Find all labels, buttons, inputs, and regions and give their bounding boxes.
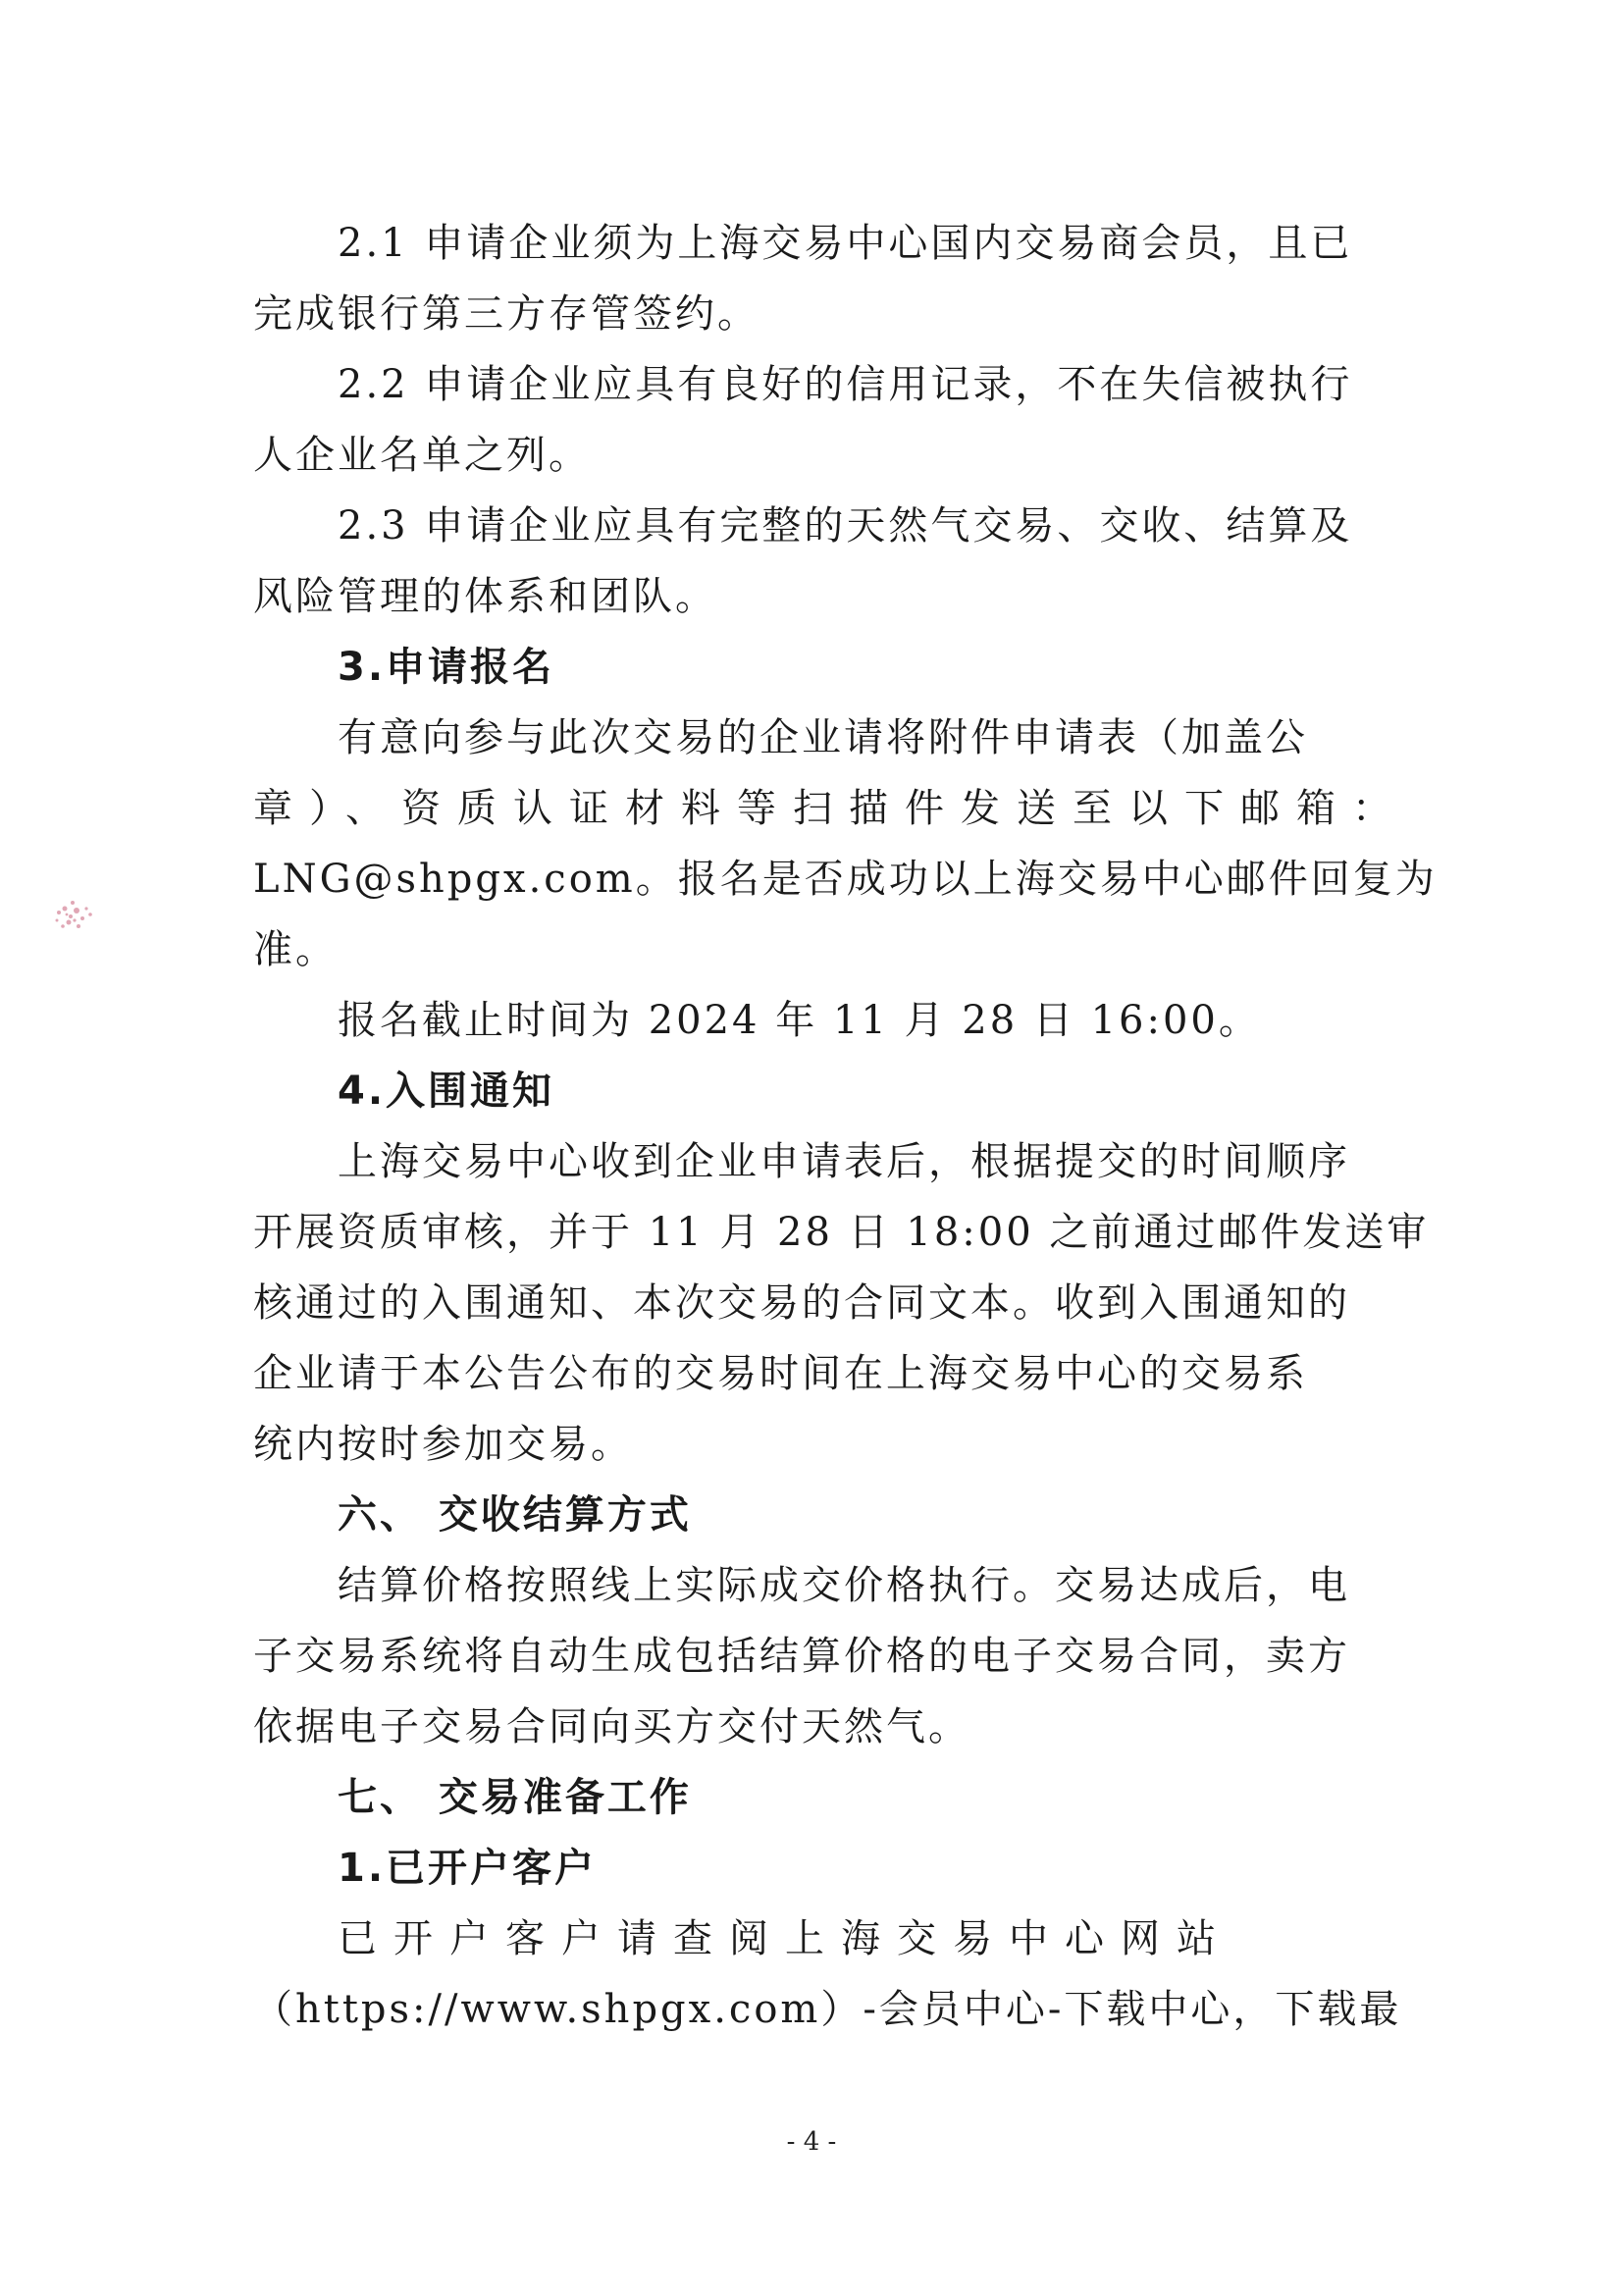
registration-deadline: 报名截止时间为 2024 年 11 月 28 日 16:00。 [338, 998, 1261, 1043]
shortlist-para-line-3: 核通过的入围通知、本次交易的合同文本。收到入围通知的 [253, 1280, 1350, 1326]
heading-section-7: 七、 交易准备工作 [338, 1775, 692, 1820]
clause-2-2-line-2: 人企业名单之列。 [253, 433, 591, 478]
heading-section-6: 六、 交收结算方式 [338, 1492, 692, 1538]
clause-2-3-line-2: 风险管理的体系和团队。 [253, 574, 717, 619]
existing-accounts-line-2: （https://www.shpgx.com）-会员中心-下载中心，下载最 [253, 1987, 1402, 2032]
settlement-para-line-3: 依据电子交易合同向买方交付天然气。 [253, 1704, 970, 1749]
heading-existing-accounts: 1.已开户客户 [338, 1846, 598, 1891]
registration-para-line-3: LNG@shpgx.com。报名是否成功以上海交易中心邮件回复为 [253, 857, 1438, 902]
settlement-para-line-2: 子交易系统将自动生成包括结算价格的电子交易合同，卖方 [253, 1634, 1350, 1679]
document-body [253, 208, 1438, 2045]
settlement-para-line-1: 结算价格按照线上实际成交价格执行。交易达成后，电 [338, 1563, 1350, 1608]
stamp-fragment-icon [39, 883, 108, 942]
shortlist-para-line-5: 统内按时参加交易。 [253, 1422, 633, 1467]
existing-accounts-line-1: 已开户客户请查阅上海交易中心网站 [338, 1916, 1232, 1961]
registration-para-line-1: 有意向参与此次交易的企业请将附件申请表（加盖公 [338, 715, 1308, 760]
clause-2-3-line-1: 2.3 申请企业应具有完整的天然气交易、交收、结算及 [338, 503, 1353, 548]
registration-para-line-2: 章）、资质认证材料等扫描件发送至以下邮箱： [253, 786, 1408, 831]
shortlist-para-line-1: 上海交易中心收到企业申请表后，根据提交的时间顺序 [338, 1139, 1350, 1184]
heading-application-registration: 3.申请报名 [338, 645, 555, 690]
clause-2-1-line-2: 完成银行第三方存管签约。 [253, 291, 759, 337]
clause-2-1-line-1: 2.1 申请企业须为上海交易中心国内交易商会员，且已 [338, 221, 1353, 266]
registration-para-line-4: 准。 [253, 927, 338, 972]
heading-shortlist-notice: 4.入围通知 [338, 1069, 555, 1114]
shortlist-para-line-2: 开展资质审核，并于 11 月 28 日 18:00 之前通过邮件发送审 [253, 1210, 1430, 1255]
clause-2-2-line-1: 2.2 申请企业应具有良好的信用记录，不在失信被执行 [338, 362, 1353, 407]
page-number: - 4 - [786, 2127, 837, 2157]
shortlist-para-line-4: 企业请于本公告公布的交易时间在上海交易中心的交易系 [253, 1351, 1308, 1396]
